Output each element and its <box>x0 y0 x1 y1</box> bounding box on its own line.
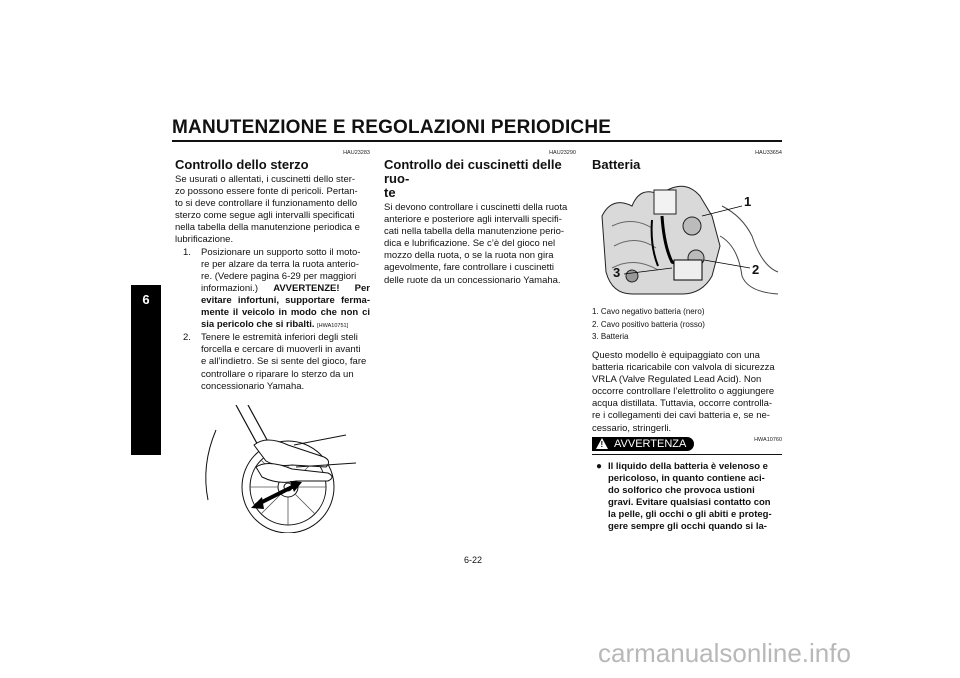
inline-warning: AVVERTENZE! Per evitare infortuni, supportare ferma-mente il veicolo in modo che non ci sia pericolo che si ribalti. <box>201 282 370 331</box>
text-line: agevolmente, fare controllare i cuscinetti <box>384 262 555 274</box>
text-line: sterzo come segue agli intervalli specificati <box>175 210 355 222</box>
text-line: pericoloso, in quanto contiene aci- <box>608 473 765 485</box>
chapter-tab <box>131 285 161 455</box>
text-line: re i collegamenti dei cavi batteria e, se ne- <box>592 410 770 422</box>
text-line: to si deve controllare il funzionamento dello <box>175 198 358 210</box>
photo-captions <box>592 306 782 344</box>
text-line: acqua distillata. Tuttavia, occorre controlla- <box>592 398 773 410</box>
text-line: cessario, stringerli. <box>592 422 672 434</box>
callout-1: 1 <box>744 194 752 209</box>
battery-body <box>592 350 782 435</box>
step-1 <box>175 247 370 333</box>
text-line: Se usurati o allentati, i cuscinetti dello ster- <box>175 174 356 185</box>
page-title: MANUTENZIONE E REGOLAZIONI PERIODICHE <box>172 117 612 138</box>
text-line: cati nella tabella della manutenzione perio- <box>384 226 565 238</box>
text-line: anteriore e posteriore agli intervalli specifi- <box>384 214 562 226</box>
text-line: dica e lubrificazione. Se c’è del gioco nel <box>384 238 556 250</box>
step-text <box>201 247 370 333</box>
text-line: do solforico che provoca ustioni <box>608 485 755 497</box>
text-line: re. (Vedere pagina 6-29 per maggiori <box>201 270 357 282</box>
text-line: Questo modello è equipaggiato con una <box>592 350 760 361</box>
text-line: delle ruote da un concessionario Yamaha. <box>384 274 561 286</box>
text-line: controllare o riparare lo sterzo da un <box>201 368 354 380</box>
text-line: lubrificazione. <box>175 234 234 246</box>
section-heading: Controllo dello sterzo <box>175 157 309 172</box>
section-heading: Batteria <box>592 157 641 172</box>
bullet-icon: ● <box>596 461 603 472</box>
text-line: re per alzare da terra la ruota anterio- <box>201 258 359 270</box>
warning-bullet <box>596 461 782 534</box>
text-line: mozzo della ruota, o se la ruota non gira <box>384 250 554 262</box>
section-code: HAU33654 <box>755 150 782 156</box>
page-number: 6-22 <box>464 555 483 565</box>
text-line: Il liquido della batteria è velenoso e <box>608 461 768 472</box>
text-line: Posizionare un supporto sotto il moto- <box>201 246 361 258</box>
section-code: HAU23283 <box>343 150 370 156</box>
text-line: Si devono controllare i cuscinetti della ruota <box>384 202 568 213</box>
text-line: batteria ricaricabile con valvola di sicurezza <box>592 362 775 374</box>
heading-line: te <box>384 185 396 200</box>
text-line: e all’indietro. Se si sente del gioco, fare <box>201 356 367 368</box>
text-line: occorre controllare l’elettrolito o aggiungere <box>592 386 775 398</box>
warning-triangle-icon: ! <box>596 438 608 449</box>
caption-line: 1. Cavo negativo batteria (nero) <box>592 307 705 316</box>
text-line: nella tabella della manutenzione periodica e <box>175 222 360 234</box>
wheel-bearings-section <box>384 150 576 287</box>
watermark: carmanualsonline.info <box>598 638 851 668</box>
step-text <box>201 332 370 392</box>
text-line: forcella e cercare di muoverli in avanti <box>201 344 361 356</box>
steering-section <box>175 150 370 393</box>
callout-3: 3 <box>613 265 621 280</box>
chapter-tab-label: 6 <box>142 292 150 307</box>
section-body <box>384 202 576 287</box>
fork-check-illustration <box>196 405 368 533</box>
text-line: gere sempre gli occhi quando si la- <box>608 521 767 533</box>
battery-photo <box>592 176 782 300</box>
text-line: zo possono essere fonte di pericoli. Pertan- <box>175 186 358 198</box>
caption-line: 3. Batteria <box>592 332 629 341</box>
text-line: informazioni.) <box>201 282 259 294</box>
text-line: la pelle, gli occhi o gli abiti e proteg- <box>608 509 772 521</box>
warning-badge-label: AVVERTENZA <box>614 437 687 450</box>
text-line: concessionario Yamaha. <box>201 380 305 392</box>
caption-line: 2. Cavo positivo batteria (rosso) <box>592 319 705 329</box>
battery-section <box>592 150 782 172</box>
step-2 <box>175 332 370 392</box>
section-code: HAU23290 <box>549 150 576 156</box>
header-rule <box>172 140 782 142</box>
step-number: 1. <box>183 246 191 258</box>
warning-code: [HWA10751] <box>317 323 349 330</box>
text-line: VRLA (Valve Regulated Lead Acid). Non <box>592 374 762 386</box>
warning-code: HWA10760 <box>754 437 782 443</box>
section-intro <box>175 174 370 247</box>
section-heading <box>384 158 576 200</box>
text-line: gravi. Evitare qualsiasi contatto con <box>608 497 771 509</box>
step-number: 2. <box>183 332 191 344</box>
heading-line: Controllo dei cuscinetti delle ruo- <box>384 157 562 186</box>
text-line: Tenere le estremità inferiori degli steli <box>201 332 358 344</box>
warning-text <box>608 461 782 534</box>
callout-2: 2 <box>752 262 760 277</box>
